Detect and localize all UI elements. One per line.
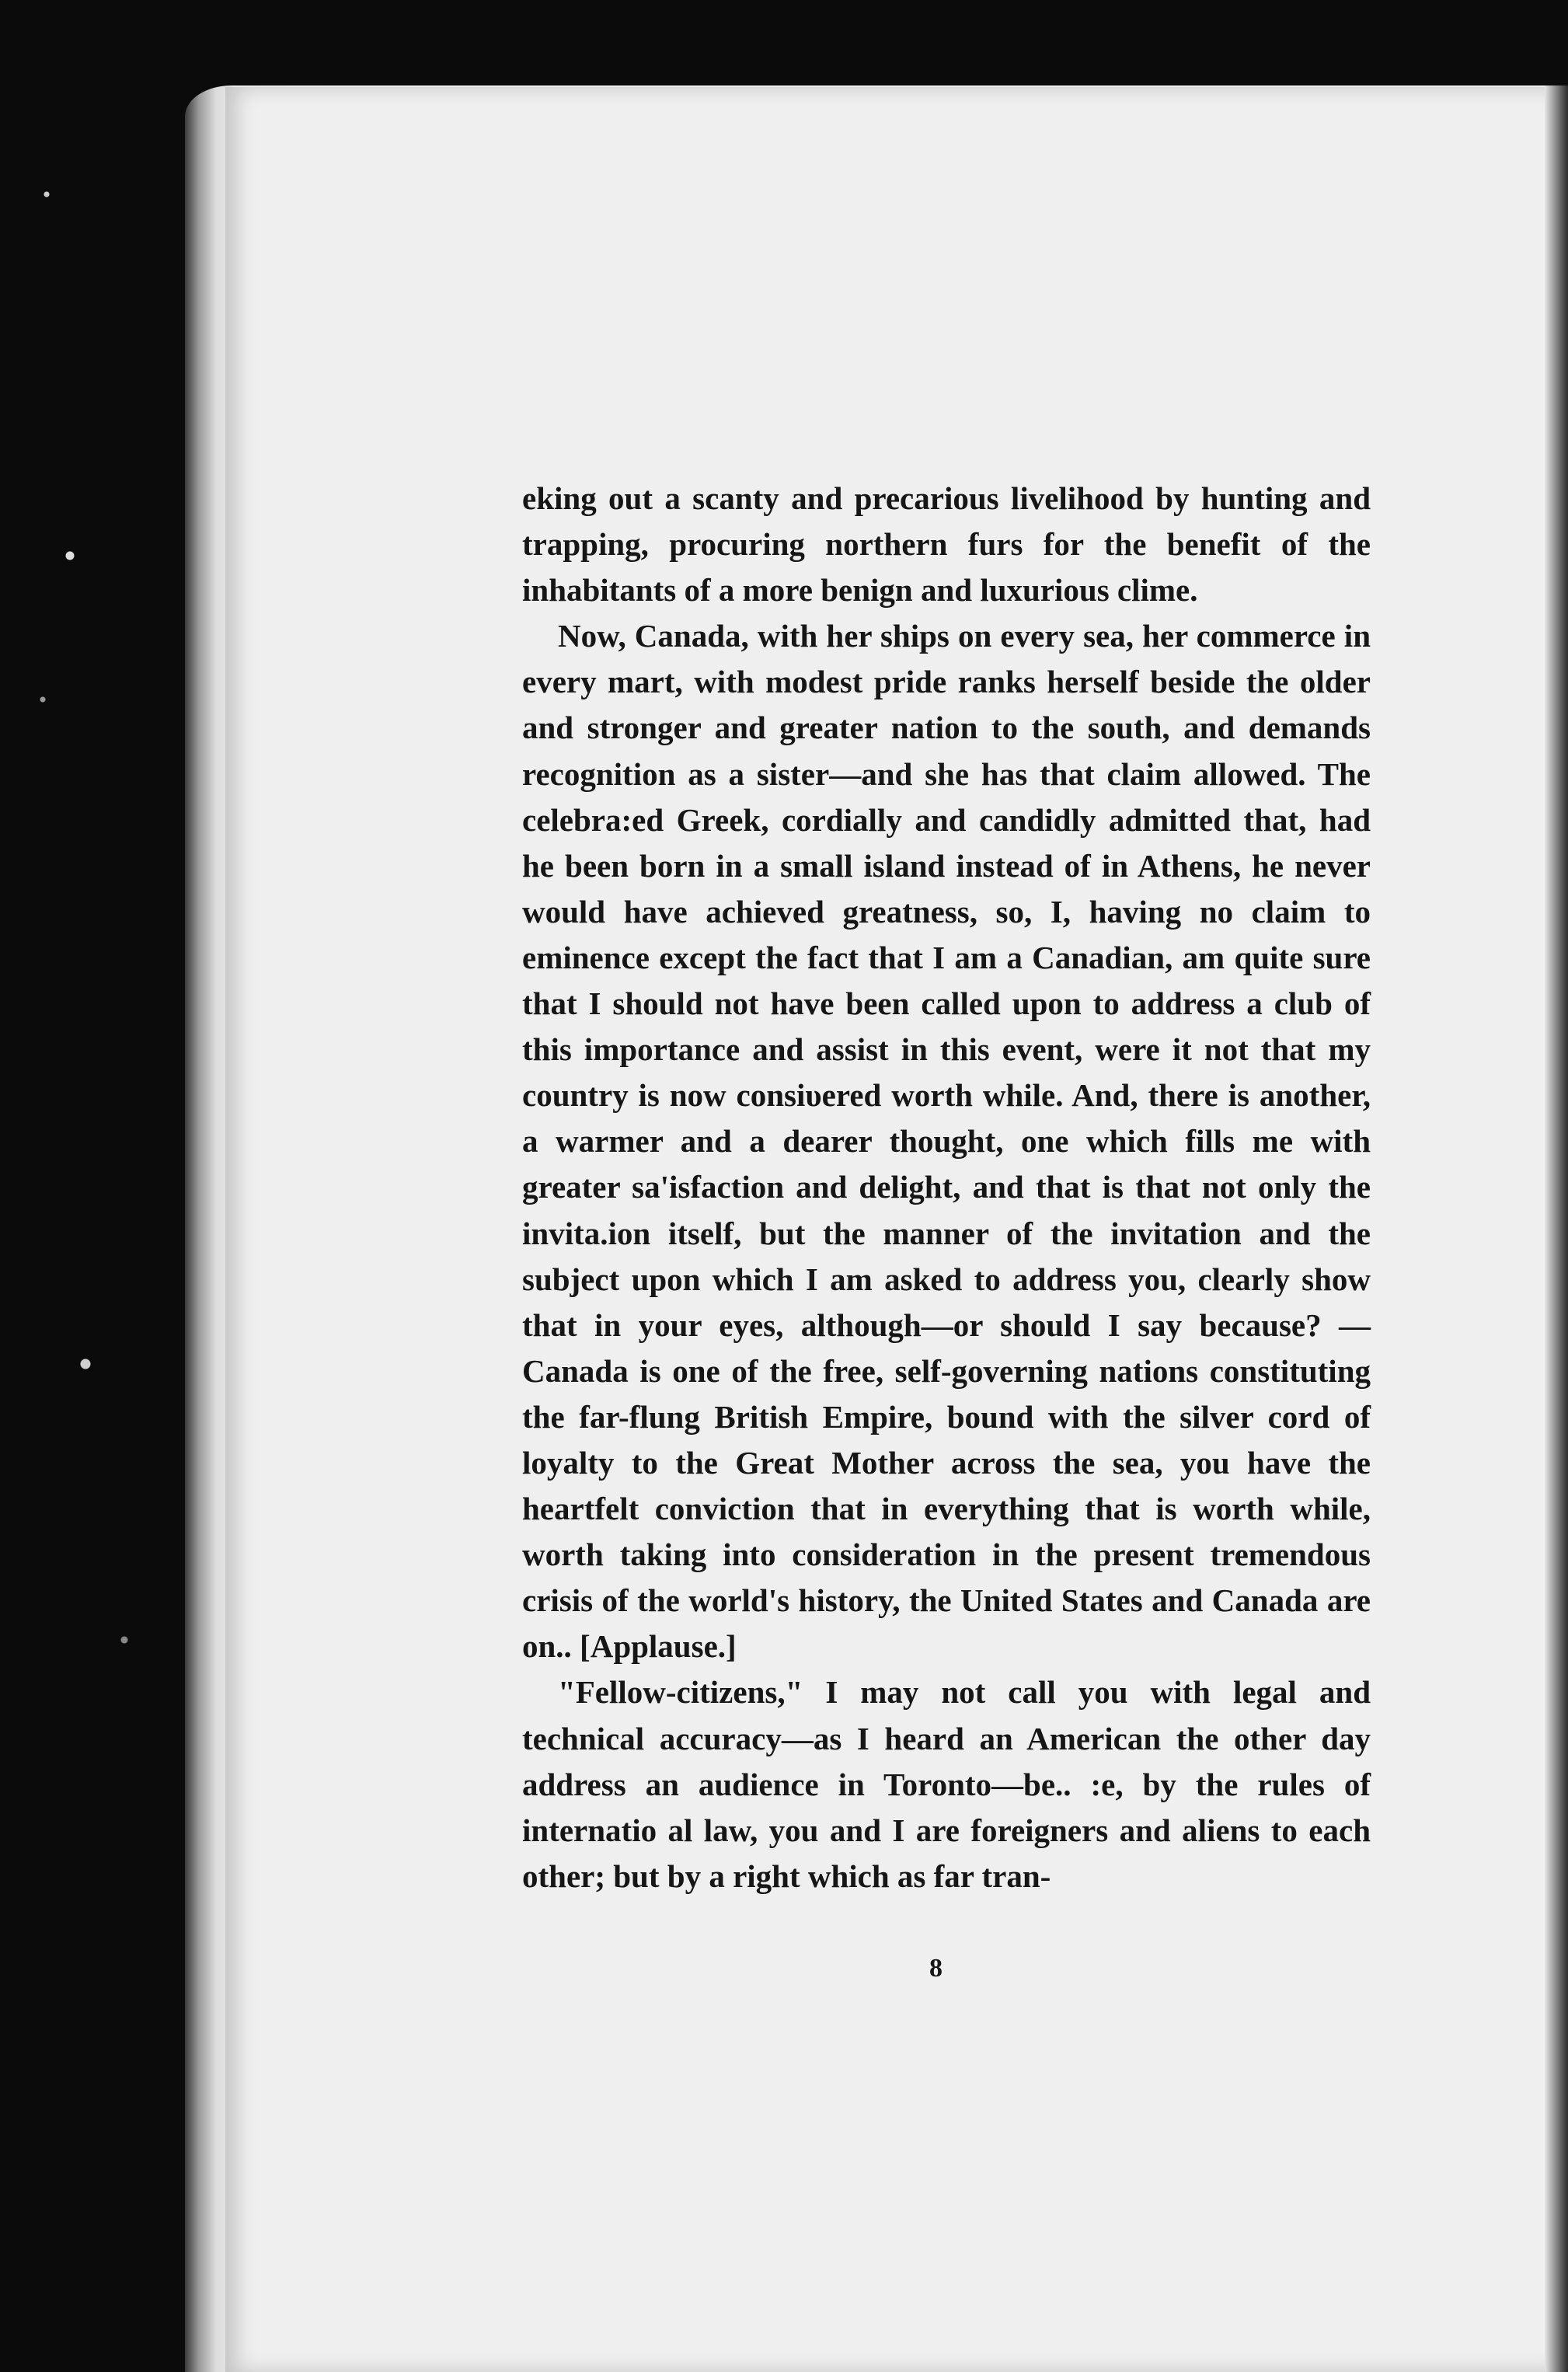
page-number: 8 [929, 1954, 943, 1983]
paragraph-1: eking out a scanty and precarious livelihood by hunting and trapping, procuring northern furs for the benefit of the inhabitants of a more benign and luxurious clime. [522, 480, 1371, 609]
paragraph-2: Now, Canada, with her ships on every sea, her commerce in every mart, with modest pride ranks herself beside the older and stronger and greater nation to the south, and demands recognition as a sister—and she has that claim allowed. The celebra:ed Greek, cordially and candidly admitted that, had he been born in a small island instead of in Athens, he never would have achieved greatness, so, I, having no claim to eminence except the fact that I am a Canadian, am quite sure that I should not have been called upon to address a club of this importance and assist in this event, were it not that my country is now consiυered worth while. And, there is another, a warmer and a dearer thought, one which fills me with greater sa'isfaction and delight, and that is that not only the invita.ion itself, but the manner of the invitation and the subject upon which I am asked to address you, clearly show that in your eyes, although—or should I say because? —Canada is one of the free, self-governing nations constituting the far-flung British Empire, bound with the silver cord of loyalty to the Great Mother across the sea, you have the heartfelt conviction that in everything that is worth while, worth taking into consideration in the present tremendous crisis of the world's history, the United States and Canada are on.. [Applause.] [522, 618, 1371, 1665]
paragraph-3: "Fellow-citizens," I may not call you with legal and technical accuracy—as I heard an American the other day address an audience in Toronto—be.. :e, by the rules of internatio al law, you and I are foreigners and aliens to each other; but by a right which as far tran- [522, 1674, 1371, 1894]
page-right-edge [1545, 85, 1568, 2372]
body-text [522, 476, 1371, 1899]
